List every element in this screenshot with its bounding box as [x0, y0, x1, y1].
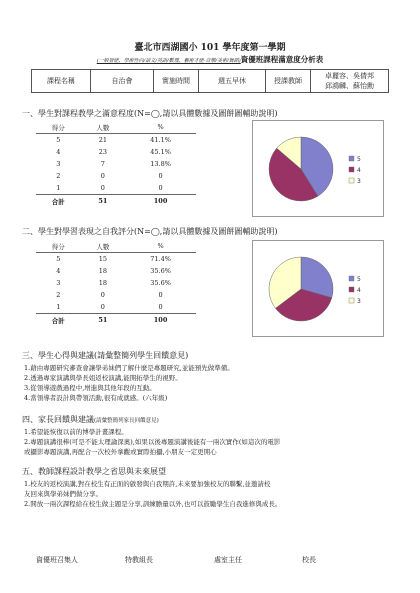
cell: 0	[158, 303, 163, 311]
cell: 21	[98, 136, 107, 144]
cell: 0	[100, 172, 105, 180]
table-row	[36, 170, 196, 182]
signature-special-ed: 特教組長	[125, 556, 153, 564]
cell: 0	[100, 291, 105, 299]
teacher-line: 卓麗容、吳倩邦	[325, 72, 374, 80]
cell: 合計	[36, 195, 81, 208]
reflection-line: 1.校友的返校演講,對在校生有正面的啟發與自我期許,未來要加強校友的聯繫,並邀請校	[24, 480, 271, 488]
page-title: 臺北市西湖國小 101 學年度第一學期	[134, 43, 286, 53]
legend-label-4: 4	[357, 287, 361, 294]
cell: 100	[125, 314, 196, 327]
signature-principal: 校長	[302, 556, 316, 564]
legend-label-5: 5	[357, 156, 361, 163]
teacher-line: 邱鴻麟、蘇怡勳	[325, 82, 374, 90]
legend-label-3: 3	[357, 178, 361, 185]
cell: 2	[56, 291, 61, 299]
table-total-row	[36, 314, 196, 327]
table-row	[36, 182, 196, 195]
cell: 13.8%	[150, 160, 171, 168]
table-row	[36, 253, 196, 266]
legend-swatch-3	[349, 298, 354, 303]
col-header: 人數	[81, 121, 126, 134]
feedback-line: 3.從領導遊戲過程中,增進與其他年段的互動。	[24, 384, 156, 392]
cell: 合計	[36, 314, 81, 327]
section3-heading: 三、學生心得與建議(請彙整簡列學生回饋意見)	[22, 351, 189, 360]
table-row	[36, 277, 196, 289]
reflection-line: 友回來與學弟妹們做分享。	[24, 490, 102, 498]
legend-label-3: 3	[357, 298, 361, 305]
page-subtitle	[0, 54, 420, 65]
cell: 18	[98, 267, 107, 275]
signature-director: 處室主任	[214, 556, 242, 564]
time-label: 實施時間	[154, 70, 199, 93]
section4-note: (請彙整簡列家長回饋意見)	[94, 418, 159, 424]
parent-line: 或攝影專題演講,再配合一次校外拿觀或實際拍攝,小朋友一定更開心	[24, 448, 217, 456]
section4-title: 四、家長回饋與建議	[22, 415, 94, 424]
legend-swatch-3	[349, 178, 354, 183]
legend-swatch-5	[349, 156, 354, 161]
table-row	[36, 301, 196, 314]
cell: 15	[98, 255, 107, 263]
col-header: 得分	[36, 121, 81, 134]
legend-swatch-5	[349, 276, 354, 281]
legend-label-4: 4	[357, 167, 361, 174]
cell: 0	[158, 291, 163, 299]
col-header: %	[125, 240, 196, 253]
feedback-line: 2.透過專家演講與學長姐返校演講,能開拓學生的視野。	[24, 374, 182, 382]
cell: 51	[81, 195, 126, 208]
subtitle-main: 資優班課程滿意度分析表	[240, 55, 324, 64]
cell: 23	[98, 148, 107, 156]
course-info-table	[31, 69, 389, 93]
section4-body	[24, 427, 404, 457]
cell: 3	[56, 160, 61, 168]
col-header: 人數	[81, 240, 126, 253]
section5-body	[24, 479, 404, 509]
pie-chart-self-evaluation	[252, 240, 384, 337]
section2-heading: 二、學生對學習表現之自我評分(N=◯,請以具體數據及圖餅圖輔助說明)	[22, 227, 278, 236]
cell: 3	[56, 279, 61, 287]
legend-label-5: 5	[357, 276, 361, 283]
table-row	[36, 146, 196, 158]
feedback-line: 4.當領導者設計與帶領活動,很有成就感。(六年級)	[24, 394, 168, 402]
table-row	[36, 289, 196, 301]
signature-convener: 資優班召集人	[36, 556, 78, 564]
cell: 4	[56, 267, 61, 275]
cell: 100	[125, 195, 196, 208]
cell: 35.6%	[150, 267, 171, 275]
table-total-row	[36, 195, 196, 208]
cell: 5	[56, 255, 61, 263]
subtitle-categories: (一般智能、學術性向/語文/英語/數理、藝術才能-音樂/美術/舞蹈)	[96, 58, 241, 64]
teacher-label: 授課教師	[266, 70, 311, 93]
cell: 71.4%	[150, 255, 171, 263]
col-header: 得分	[36, 240, 81, 253]
cell: 35.6%	[150, 279, 171, 287]
col-header: %	[125, 121, 196, 134]
pie-chart-satisfaction	[252, 120, 384, 217]
section4-heading	[22, 414, 159, 425]
section5-heading: 五、教師課程設計教學之省思與未來展望	[22, 467, 166, 476]
legend-swatch-4	[349, 287, 354, 292]
reflection-line: 2.開放一兩次課程給在校生做主題是分享,訓練膽量以外,也可以鼓勵學生自我進修與成長。	[24, 500, 282, 508]
teacher-value	[311, 70, 389, 93]
legend-swatch-4	[349, 167, 354, 172]
cell: 0	[158, 184, 163, 192]
course-name-value: 自治會	[91, 70, 154, 93]
cell: 5	[56, 136, 61, 144]
cell: 41.1%	[150, 136, 171, 144]
cell: 1	[56, 184, 61, 192]
cell: 0	[100, 184, 105, 192]
cell: 7	[100, 160, 105, 168]
feedback-line: 1.藉由專題研究審查會讓學弟妹們了解什麼是專題研究,並能預先做準備。	[24, 364, 234, 372]
section1-table	[36, 121, 196, 207]
cell: 1	[56, 303, 61, 311]
cell: 51	[81, 314, 126, 327]
cell: 18	[98, 279, 107, 287]
cell: 0	[158, 172, 163, 180]
parent-line: 1.希望能恢復以前的博學計畫課程。	[24, 428, 128, 436]
course-name-label: 課程名稱	[32, 70, 91, 93]
section2-table	[36, 240, 196, 326]
cell: 2	[56, 172, 61, 180]
table-row	[36, 134, 196, 147]
parent-line: 2.專題演講很棒(可是不能太理論深奧),如果以後專題演講後能有一兩次實作(如這次的電影	[24, 438, 281, 446]
cell: 0	[100, 303, 105, 311]
section1-heading: 一、學生對課程教學之滿意程度(N=◯,請以具體數據及圖餅圖輔助說明)	[22, 109, 278, 118]
time-value: 週五早休	[199, 70, 266, 93]
table-row	[36, 158, 196, 170]
section3-body	[24, 363, 404, 403]
cell: 45.1%	[150, 148, 171, 156]
cell: 4	[56, 148, 61, 156]
table-row	[36, 265, 196, 277]
